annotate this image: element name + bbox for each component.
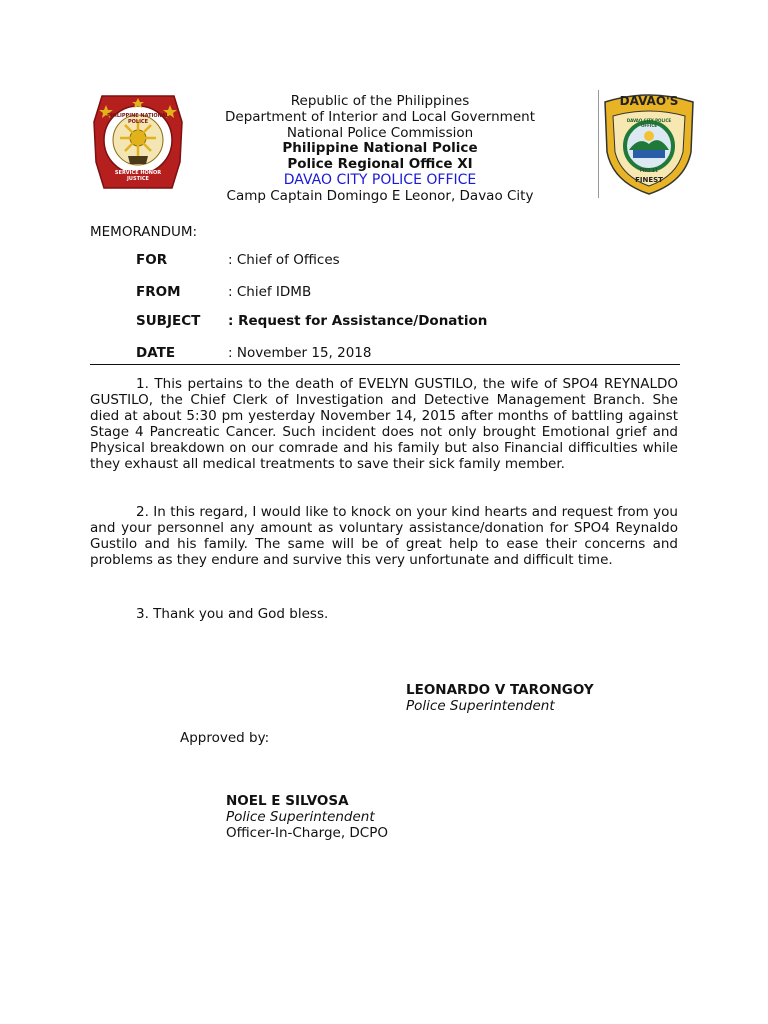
signer-2-title: Police Superintendent xyxy=(226,809,375,825)
letterhead-city-office: DAVAO CITY POLICE OFFICE xyxy=(283,171,477,188)
memo-for-label: FOR xyxy=(136,252,168,268)
memo-date-value: : November 15, 2018 xyxy=(228,345,372,361)
body-paragraph-3-text: 3. Thank you and God bless. xyxy=(136,606,329,622)
memo-from-label: FROM xyxy=(136,284,181,300)
letterhead xyxy=(180,94,580,205)
memo-subject-value: : Request for Assistance/Donation xyxy=(228,313,488,329)
approved-by-label: Approved by: xyxy=(180,730,270,746)
davao-police-badge xyxy=(598,90,699,198)
signer-1-name: LEONARDO V TARONGOY xyxy=(406,682,594,698)
davao-badge-bottom-text: FINEST xyxy=(635,176,663,184)
memo-for-value: : Chief of Offices xyxy=(228,252,340,268)
body-paragraph-1-text: 1. This pertains to the death of EVELYN GUSTILO, the wife of SPO4 REYNALDO GUSTILO, the Chief Clerk of Investigation and Detective Management Branch. She died at about 5:30 pm yesterday November 14, 2015 after months of battling against Stage 4 Pancreatic Cancer. Such incident does not only brought Emotional grief and Physical breakdown on our comrade and his family but also Financial difficulties while they exhaust all medical treatments to save their sick family member. xyxy=(90,376,678,472)
memo-date-label: DATE xyxy=(136,345,176,361)
pnp-logo xyxy=(92,92,184,192)
body-paragraph-2-text: 2. In this regard, I would like to knock on your kind hearts and request from you and your personnel any amount as voluntary assistance/donation for SPO4 Reynaldo Gustilo and his family. The same will be of great help to ease their concerns and problems as they endure and survive this very unfortunate and difficult time. xyxy=(90,504,678,568)
signer-1-title: Police Superintendent xyxy=(406,698,555,714)
signer-2-name: NOEL E SILVOSA xyxy=(226,793,349,809)
letterhead-department: Department of Interior and Local Government xyxy=(225,108,535,125)
body-paragraph-2 xyxy=(90,505,678,569)
body-paragraph-1 xyxy=(90,377,678,472)
memo-date-row xyxy=(136,345,596,361)
signer-2-position: Officer-In-Charge, DCPO xyxy=(226,825,388,841)
memo-subject-row xyxy=(136,313,596,329)
letterhead-republic: Republic of the Philippines xyxy=(290,93,470,109)
davao-badge-code: PRO 11 xyxy=(639,168,659,174)
header-divider xyxy=(90,364,680,365)
body-paragraph-3 xyxy=(90,607,678,623)
davao-badge-ring-text: DAVAO CITY POLICE OFFICE xyxy=(626,118,672,128)
letterhead-pnp: Philippine National Police xyxy=(282,140,478,157)
davao-badge-top-text: DAVAO'S xyxy=(619,94,679,108)
memorandum-heading: MEMORANDUM: xyxy=(90,224,198,240)
memo-for-row xyxy=(136,252,596,268)
letterhead-address: Camp Captain Domingo E Leonor, Davao City xyxy=(226,187,534,204)
letterhead-napolcom: National Police Commission xyxy=(286,124,474,141)
signature-block-2 xyxy=(226,793,388,841)
pnp-logo-motto: SERVICE HONOR JUSTICE xyxy=(104,170,172,182)
signature-block-1 xyxy=(406,682,594,714)
memo-subject-label: SUBJECT xyxy=(136,313,201,329)
memo-from-value: : Chief IDMB xyxy=(228,284,312,300)
letterhead-regional-office: Police Regional Office XI xyxy=(287,156,473,173)
memo-from-row xyxy=(136,284,596,300)
pnp-logo-text: PHILIPPINE NATIONAL POLICE xyxy=(107,113,169,125)
